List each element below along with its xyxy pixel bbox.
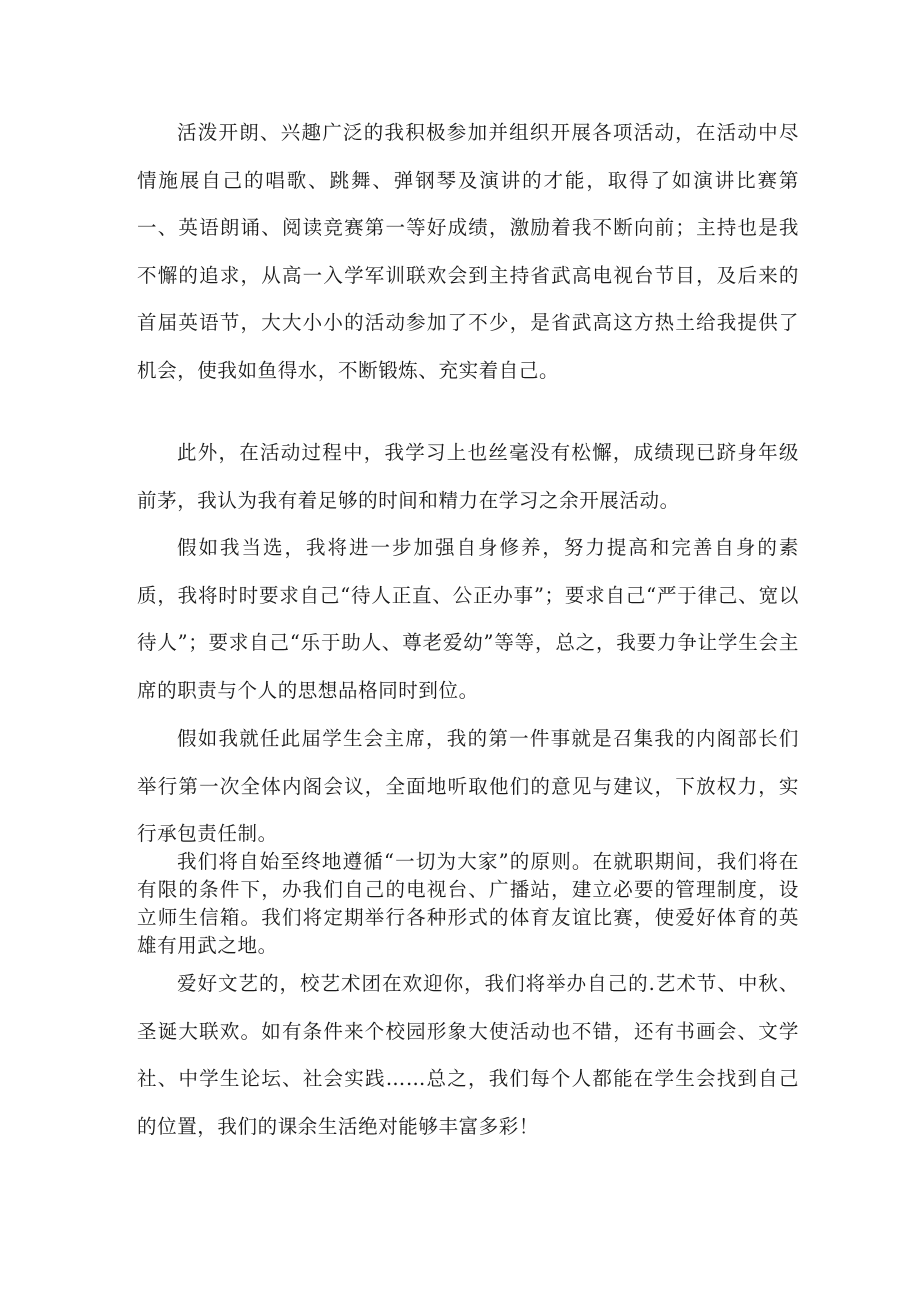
paragraph-activities: 活泼开朗、兴趣广泛的我积极参加并组织开展各项活动，在活动中尽情施展自己的唱歌、跳舞、弹钢琴及演讲的才能，取得了如演讲比赛第一、英语朗诵、阅读竞赛第一等好成绩，激励着我不断向前；主持也是我不懈的追求，从高一入学军训联欢会到主持省武高电视台节目，及后来的首届英语节，大大小小的活动参加了不少，是省武高这方热土给我提供了机会，使我如鱼得水，不断锻炼、充实着自己。 xyxy=(137,121,799,382)
paragraph-if-elected: 假如我当选，我将进一步加强自身修养，努力提高和完善自身的素质，我将时时要求自己“待人正直、公正办事”；要求自己“严于律己、宽以待人”；要求自己“乐于助人、尊老爱幼”等等，总之，我要力争让学生会主席的职责与个人的思想品格同时到位。 xyxy=(137,536,799,702)
paragraph-arts: 爱好文艺的，校艺术团在欢迎你，我们将举办自己的.艺术节、中秋、圣诞大联欢。如有条件来个校园形象大使活动也不错，还有书画会、文学社、中学生论坛、社会实践……总之，我们每个人都能在学生会找到自己的位置，我们的课余生活绝对能够丰富多彩！ xyxy=(137,972,799,1138)
paragraph-principle: 我们将自始至终地遵循“一切为大家”的原则。在就职期间，我们将在有限的条件下，办我们自己的电视台、广播站，建立必要的管理制度，设立师生信箱。我们将定期举行各种形式的体育友谊比赛，使爱好体育的英雄有用武之地。 xyxy=(137,850,799,957)
paragraph-first-task: 假如我就任此届学生会主席，我的第一件事就是召集我的内阁部长们举行第一次全体内阁会议，全面地听取他们的意见与建议，下放权力，实行承包责任制。 xyxy=(137,727,799,845)
paragraph-study: 此外，在活动过程中，我学习上也丝毫没有松懈，成绩现已跻身年级前茅，我认为我有着足够的时间和精力在学习之余开展活动。 xyxy=(137,441,799,512)
